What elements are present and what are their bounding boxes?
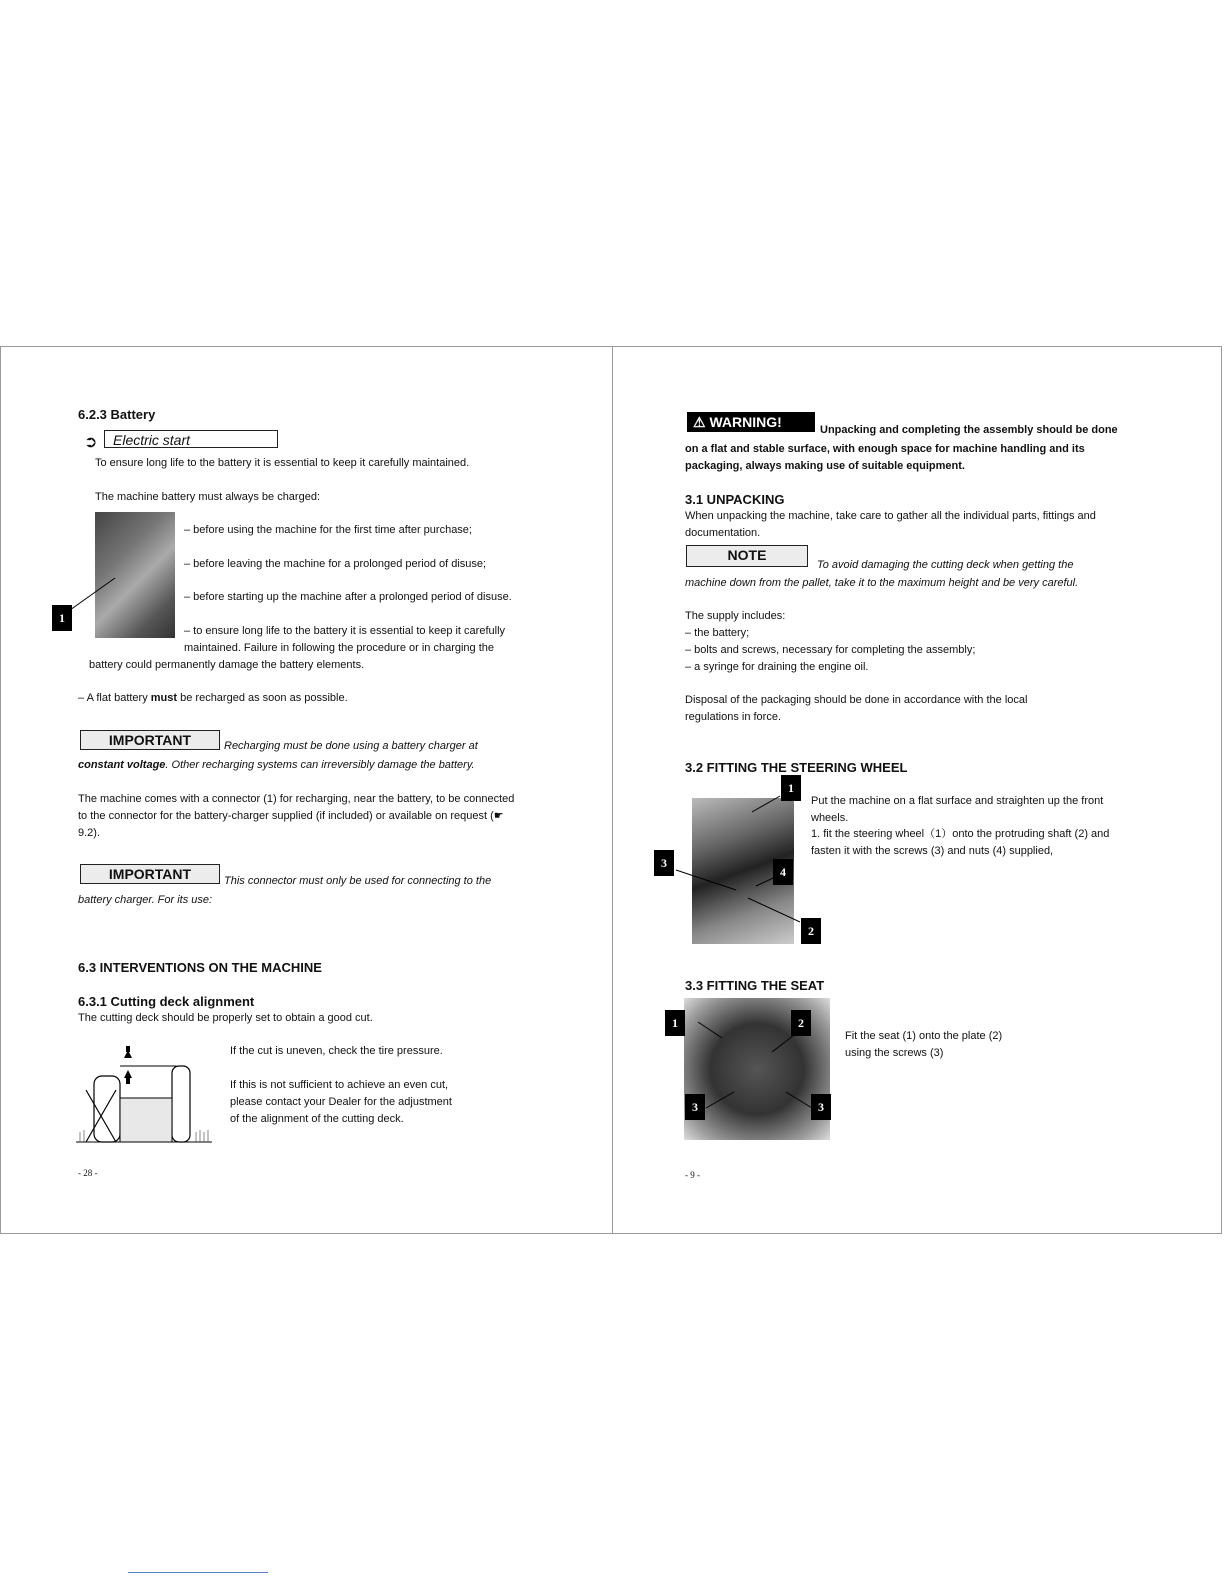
steering-leaders-icon — [660, 790, 820, 940]
steering-badge: 2 — [801, 918, 821, 944]
unpacking-text: When unpacking the machine, take care to gather all the individual parts, fittings and — [685, 510, 1096, 522]
important-text-2b: battery charger. For its use: — [78, 894, 213, 906]
dealer-text: If this is not sufficient to achieve an even cut, — [230, 1079, 449, 1091]
supply-heading: The supply includes: — [685, 610, 786, 622]
electric-start-label: Electric start — [104, 430, 278, 448]
steering-badge: 3 — [654, 850, 674, 876]
connector-text: 9.2). — [78, 827, 101, 839]
steering-text: fasten it with the screws (3) and nuts (4) supplied, — [811, 845, 1054, 857]
steering-text: Put the machine on a flat surface and straighten up the front — [811, 795, 1104, 807]
important-text-1: Recharging must be done using a battery charger at — [224, 740, 478, 752]
important-text-1b — [78, 757, 475, 774]
steering-badge: 1 — [781, 775, 801, 801]
steering-heading: 3.2 FITTING THE STEERING WHEEL — [685, 760, 908, 775]
important-label-1: IMPORTANT — [80, 730, 220, 750]
constant-voltage: constant voltage — [78, 759, 166, 771]
cutting-deck-diagram-icon — [76, 1046, 212, 1146]
warning-text: Unpacking and completing the assembly should be done — [820, 424, 1118, 436]
interventions-heading: 6.3 INTERVENTIONS ON THE MACHINE — [78, 960, 322, 975]
page-divider — [612, 346, 613, 1234]
important-text-1c: . Other recharging systems can irreversibly damage the battery. — [165, 759, 475, 771]
dealer-text: of the alignment of the cutting deck. — [230, 1113, 404, 1125]
seat-text: using the screws (3) — [845, 1047, 944, 1059]
page-number-right: - 9 - — [685, 1170, 700, 1180]
page-number-left: - 28 - — [78, 1168, 98, 1178]
battery-bullet-cont2: battery could permanently damage the battery elements. — [89, 659, 365, 671]
note-label: NOTE — [686, 545, 808, 567]
disposal-text: Disposal of the packaging should be done in accordance with the local — [685, 694, 1028, 706]
seat-badge: 1 — [665, 1010, 685, 1036]
steering-text: 1. fit the steering wheel（1）onto the protruding shaft (2) and — [811, 828, 1110, 840]
seat-badge: 2 — [791, 1010, 811, 1036]
cutting-intro: The cutting deck should be properly set to obtain a good cut. — [78, 1012, 373, 1024]
flat-pre: – A flat battery — [78, 692, 151, 704]
cutting-heading: 6.3.1 Cutting deck alignment — [78, 994, 255, 1009]
warning-text: on a flat and stable surface, with enough space for machine handling and its — [685, 443, 1085, 455]
connector-text: to the connector for the battery-charger supplied (if included) or available on request (☛ — [78, 810, 504, 822]
seat-badge: 3 — [811, 1094, 831, 1120]
warning-triangle-icon: ⚠ — [693, 414, 706, 430]
flat-bold: must — [150, 692, 178, 704]
battery-bullet: – to ensure long life to the battery it is essential to keep it carefully — [184, 625, 506, 637]
note-text: To avoid damaging the cutting deck when getting the — [817, 559, 1074, 571]
important-label-2: IMPORTANT — [80, 864, 220, 884]
battery-bullet: – before starting up the machine after a prolonged period of disuse. — [184, 591, 512, 603]
uneven-text: If the cut is uneven, check the tire pressure. — [230, 1045, 443, 1057]
steering-text: wheels. — [811, 812, 849, 824]
warning-label — [687, 412, 815, 432]
supply-item: – the battery; — [685, 627, 750, 639]
dealer-text: please contact your Dealer for the adjustment — [230, 1096, 452, 1108]
flat-battery-line — [78, 690, 348, 707]
photo-badge-1: 1 — [52, 605, 72, 631]
battery-bullet: – before using the machine for the first time after purchase; — [184, 524, 472, 536]
supply-item: – bolts and screws, necessary for completing the assembly; — [685, 644, 976, 656]
connector-text: The machine comes with a connector (1) for recharging, near the battery, to be connected — [78, 793, 515, 805]
warning-text: packaging, always making use of suitable equipment. — [685, 460, 965, 472]
seat-text: Fit the seat (1) onto the plate (2) — [845, 1030, 1003, 1042]
important-text-2: This connector must only be used for connecting to the — [224, 875, 492, 887]
unpacking-text: documentation. — [685, 527, 761, 539]
note-text: machine down from the pallet, take it to the maximum height and be very careful. — [685, 577, 1079, 589]
battery-bullet: – before leaving the machine for a prolonged period of disuse; — [184, 558, 487, 570]
battery-must-charged: The machine battery must always be charged: — [95, 491, 321, 503]
flat-post: be recharged as soon as possible. — [177, 692, 348, 704]
battery-heading: 6.2.3 Battery — [78, 407, 156, 422]
pointer-hand-icon: ➲ — [84, 434, 98, 451]
disposal-text: regulations in force. — [685, 711, 781, 723]
battery-bullet-cont: maintained. Failure in following the procedure or in charging the — [184, 642, 495, 654]
seat-heading: 3.3 FITTING THE SEAT — [685, 978, 825, 993]
footnote-rule — [128, 1572, 268, 1573]
supply-item: – a syringe for draining the engine oil. — [685, 661, 869, 673]
unpacking-heading: 3.1 UNPACKING — [685, 492, 785, 507]
battery-intro: To ensure long life to the battery it is essential to keep it carefully maintained. — [95, 457, 470, 469]
warning-label-text: WARNING! — [709, 414, 782, 430]
seat-badge: 3 — [685, 1094, 705, 1120]
steering-badge: 4 — [773, 859, 793, 885]
